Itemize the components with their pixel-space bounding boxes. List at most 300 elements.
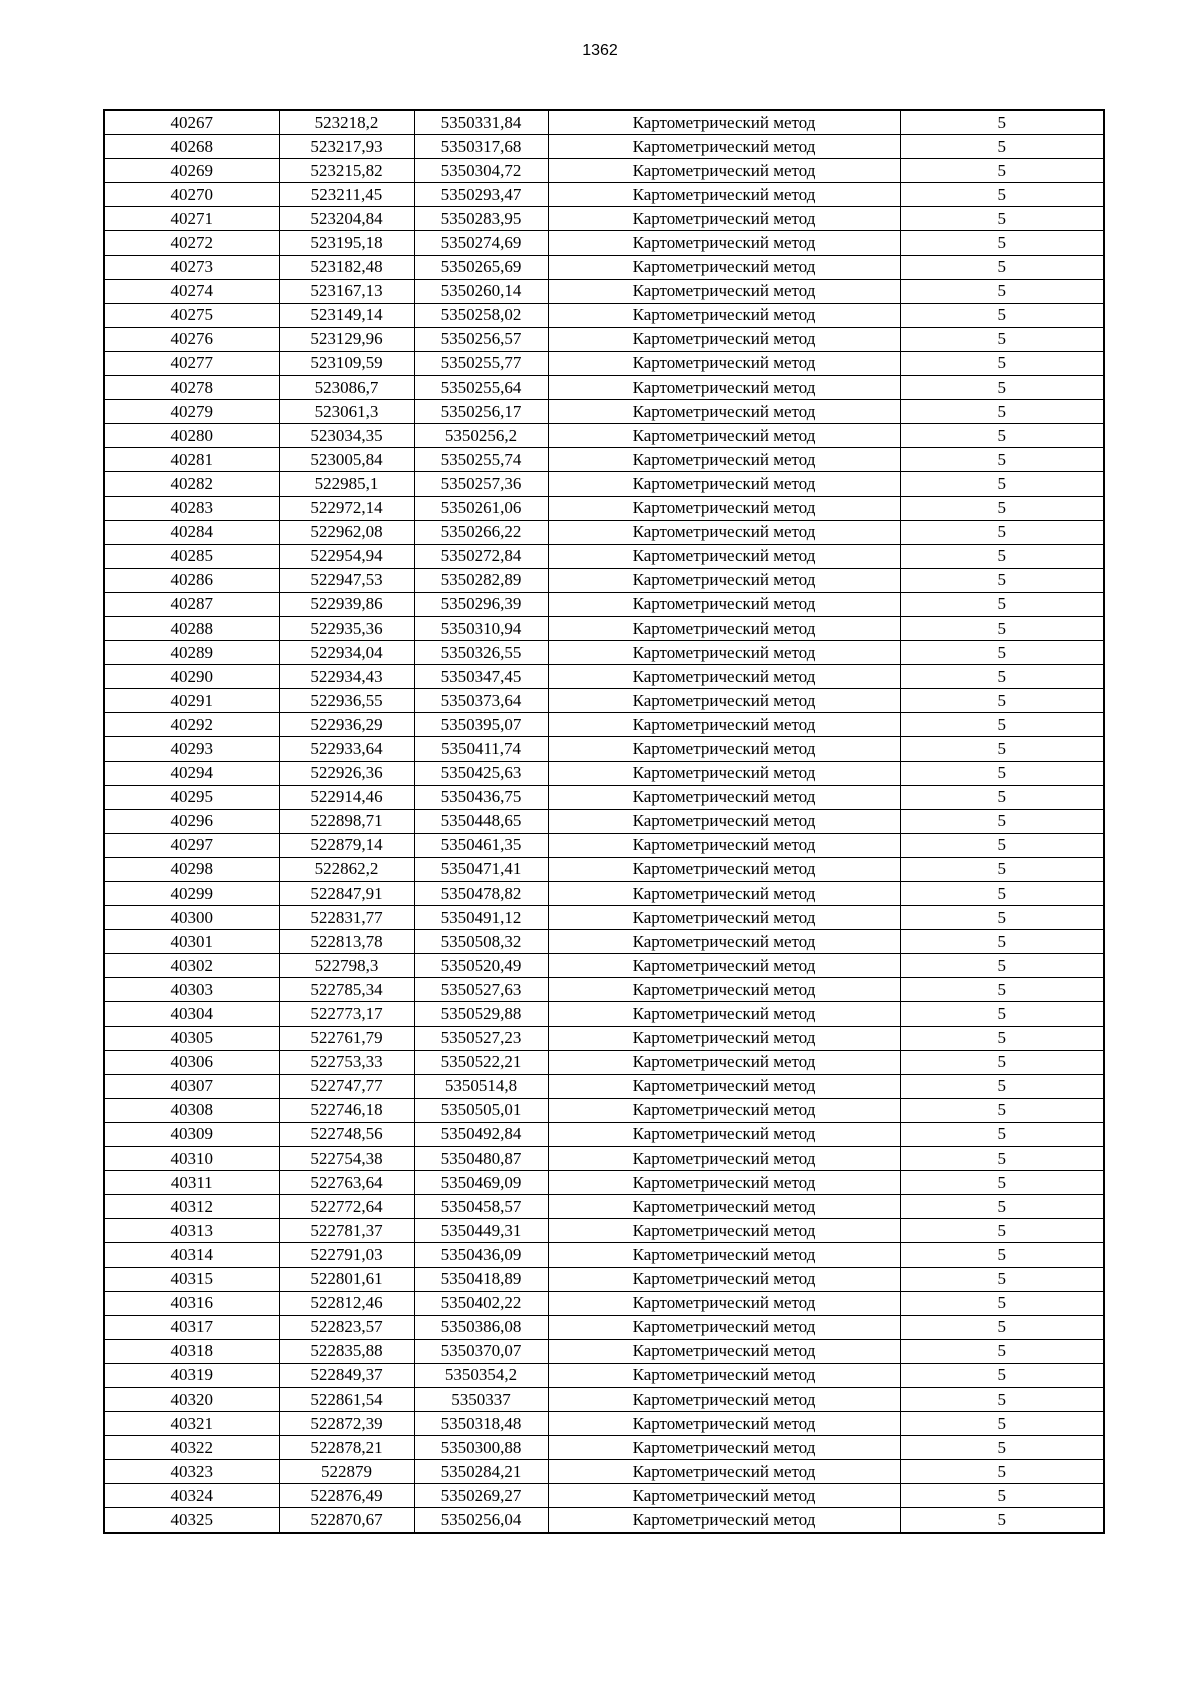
method-cell: Картометрический метод [548, 1387, 900, 1411]
x-coordinate-cell: 522781,37 [279, 1219, 414, 1243]
method-cell: Картометрический метод [548, 1412, 900, 1436]
method-cell: Картометрический метод [548, 1002, 900, 1026]
accuracy-cell: 5 [900, 833, 1104, 857]
method-cell: Картометрический метод [548, 857, 900, 881]
x-coordinate-cell: 522934,04 [279, 641, 414, 665]
accuracy-cell: 5 [900, 279, 1104, 303]
table-row [104, 568, 1104, 592]
table-row [104, 1484, 1104, 1508]
point-number-cell: 40273 [104, 255, 279, 279]
table-row [104, 1171, 1104, 1195]
table-row [104, 857, 1104, 881]
point-number-cell: 40291 [104, 689, 279, 713]
point-number-cell: 40325 [104, 1508, 279, 1533]
method-cell: Картометрический метод [548, 809, 900, 833]
accuracy-cell: 5 [900, 641, 1104, 665]
x-coordinate-cell: 522962,08 [279, 520, 414, 544]
y-coordinate-cell: 5350522,21 [414, 1050, 548, 1074]
method-cell: Картометрический метод [548, 448, 900, 472]
method-cell: Картометрический метод [548, 1267, 900, 1291]
method-cell: Картометрический метод [548, 930, 900, 954]
y-coordinate-cell: 5350283,95 [414, 207, 548, 231]
y-coordinate-cell: 5350347,45 [414, 665, 548, 689]
y-coordinate-cell: 5350318,48 [414, 1412, 548, 1436]
method-cell: Картометрический метод [548, 1098, 900, 1122]
point-number-cell: 40310 [104, 1147, 279, 1171]
point-number-cell: 40287 [104, 592, 279, 616]
accuracy-cell: 5 [900, 1002, 1104, 1026]
accuracy-cell: 5 [900, 857, 1104, 881]
table-row [104, 207, 1104, 231]
point-number-cell: 40305 [104, 1026, 279, 1050]
y-coordinate-cell: 5350471,41 [414, 857, 548, 881]
table-row [104, 400, 1104, 424]
point-number-cell: 40280 [104, 424, 279, 448]
point-number-cell: 40274 [104, 279, 279, 303]
point-number-cell: 40323 [104, 1460, 279, 1484]
method-cell: Картометрический метод [548, 713, 900, 737]
table-row [104, 520, 1104, 544]
accuracy-cell: 5 [900, 713, 1104, 737]
table-row [104, 1387, 1104, 1411]
point-number-cell: 40312 [104, 1195, 279, 1219]
method-cell: Картометрический метод [548, 520, 900, 544]
accuracy-cell: 5 [900, 496, 1104, 520]
accuracy-cell: 5 [900, 110, 1104, 135]
y-coordinate-cell: 5350256,2 [414, 424, 548, 448]
x-coordinate-cell: 522972,14 [279, 496, 414, 520]
y-coordinate-cell: 5350284,21 [414, 1460, 548, 1484]
point-number-cell: 40309 [104, 1122, 279, 1146]
table-row [104, 351, 1104, 375]
method-cell: Картометрический метод [548, 1484, 900, 1508]
y-coordinate-cell: 5350491,12 [414, 906, 548, 930]
point-number-cell: 40278 [104, 376, 279, 400]
point-number-cell: 40272 [104, 231, 279, 255]
accuracy-cell: 5 [900, 1291, 1104, 1315]
accuracy-cell: 5 [900, 1387, 1104, 1411]
point-number-cell: 40300 [104, 906, 279, 930]
accuracy-cell: 5 [900, 1026, 1104, 1050]
y-coordinate-cell: 5350436,75 [414, 785, 548, 809]
point-number-cell: 40267 [104, 110, 279, 135]
y-coordinate-cell: 5350317,68 [414, 135, 548, 159]
method-cell: Картометрический метод [548, 183, 900, 207]
method-cell: Картометрический метод [548, 400, 900, 424]
point-number-cell: 40303 [104, 978, 279, 1002]
table-row [104, 135, 1104, 159]
accuracy-cell: 5 [900, 1436, 1104, 1460]
table-row [104, 1122, 1104, 1146]
point-number-cell: 40293 [104, 737, 279, 761]
table-row [104, 1436, 1104, 1460]
y-coordinate-cell: 5350255,74 [414, 448, 548, 472]
accuracy-cell: 5 [900, 1122, 1104, 1146]
table-row [104, 833, 1104, 857]
x-coordinate-cell: 522870,67 [279, 1508, 414, 1533]
y-coordinate-cell: 5350255,64 [414, 376, 548, 400]
point-number-cell: 40318 [104, 1339, 279, 1363]
method-cell: Картометрический метод [548, 1050, 900, 1074]
x-coordinate-cell: 522791,03 [279, 1243, 414, 1267]
y-coordinate-cell: 5350395,07 [414, 713, 548, 737]
accuracy-cell: 5 [900, 255, 1104, 279]
x-coordinate-cell: 522801,61 [279, 1267, 414, 1291]
y-coordinate-cell: 5350256,04 [414, 1508, 548, 1533]
y-coordinate-cell: 5350337 [414, 1387, 548, 1411]
x-coordinate-cell: 522835,88 [279, 1339, 414, 1363]
table-row [104, 376, 1104, 400]
x-coordinate-cell: 522747,77 [279, 1074, 414, 1098]
x-coordinate-cell: 522878,21 [279, 1436, 414, 1460]
y-coordinate-cell: 5350300,88 [414, 1436, 548, 1460]
table-row [104, 424, 1104, 448]
y-coordinate-cell: 5350255,77 [414, 351, 548, 375]
table-row [104, 303, 1104, 327]
method-cell: Картометрический метод [548, 568, 900, 592]
x-coordinate-cell: 522812,46 [279, 1291, 414, 1315]
method-cell: Картометрический метод [548, 1315, 900, 1339]
method-cell: Картометрический метод [548, 954, 900, 978]
accuracy-cell: 5 [900, 1098, 1104, 1122]
x-coordinate-cell: 523204,84 [279, 207, 414, 231]
accuracy-cell: 5 [900, 592, 1104, 616]
y-coordinate-cell: 5350411,74 [414, 737, 548, 761]
x-coordinate-cell: 523109,59 [279, 351, 414, 375]
x-coordinate-cell: 522847,91 [279, 882, 414, 906]
x-coordinate-cell: 522879 [279, 1460, 414, 1484]
table-row [104, 785, 1104, 809]
table-row [104, 472, 1104, 496]
x-coordinate-cell: 523218,2 [279, 110, 414, 135]
method-cell: Картометрический метод [548, 207, 900, 231]
method-cell: Картометрический метод [548, 1291, 900, 1315]
table-row [104, 1243, 1104, 1267]
accuracy-cell: 5 [900, 568, 1104, 592]
point-number-cell: 40276 [104, 327, 279, 351]
method-cell: Картометрический метод [548, 616, 900, 640]
accuracy-cell: 5 [900, 207, 1104, 231]
y-coordinate-cell: 5350373,64 [414, 689, 548, 713]
x-coordinate-cell: 523086,7 [279, 376, 414, 400]
accuracy-cell: 5 [900, 1050, 1104, 1074]
y-coordinate-cell: 5350261,06 [414, 496, 548, 520]
table-row [104, 1315, 1104, 1339]
table-row [104, 689, 1104, 713]
table-row [104, 1147, 1104, 1171]
table-row [104, 1050, 1104, 1074]
point-number-cell: 40275 [104, 303, 279, 327]
table-row [104, 737, 1104, 761]
accuracy-cell: 5 [900, 1484, 1104, 1508]
y-coordinate-cell: 5350508,32 [414, 930, 548, 954]
point-number-cell: 40306 [104, 1050, 279, 1074]
point-number-cell: 40281 [104, 448, 279, 472]
table-row [104, 616, 1104, 640]
method-cell: Картометрический метод [548, 737, 900, 761]
x-coordinate-cell: 523217,93 [279, 135, 414, 159]
method-cell: Картометрический метод [548, 978, 900, 1002]
point-number-cell: 40296 [104, 809, 279, 833]
accuracy-cell: 5 [900, 424, 1104, 448]
table-row [104, 279, 1104, 303]
point-number-cell: 40294 [104, 761, 279, 785]
y-coordinate-cell: 5350310,94 [414, 616, 548, 640]
y-coordinate-cell: 5350272,84 [414, 544, 548, 568]
x-coordinate-cell: 523167,13 [279, 279, 414, 303]
point-number-cell: 40302 [104, 954, 279, 978]
table-row [104, 159, 1104, 183]
point-number-cell: 40316 [104, 1291, 279, 1315]
method-cell: Картометрический метод [548, 1436, 900, 1460]
x-coordinate-cell: 522798,3 [279, 954, 414, 978]
point-number-cell: 40277 [104, 351, 279, 375]
accuracy-cell: 5 [900, 882, 1104, 906]
accuracy-cell: 5 [900, 544, 1104, 568]
method-cell: Картометрический метод [548, 1363, 900, 1387]
y-coordinate-cell: 5350257,36 [414, 472, 548, 496]
y-coordinate-cell: 5350326,55 [414, 641, 548, 665]
accuracy-cell: 5 [900, 616, 1104, 640]
y-coordinate-cell: 5350282,89 [414, 568, 548, 592]
x-coordinate-cell: 522879,14 [279, 833, 414, 857]
table-row [104, 930, 1104, 954]
method-cell: Картометрический метод [548, 1195, 900, 1219]
point-number-cell: 40304 [104, 1002, 279, 1026]
x-coordinate-cell: 522761,79 [279, 1026, 414, 1050]
point-number-cell: 40319 [104, 1363, 279, 1387]
x-coordinate-cell: 522772,64 [279, 1195, 414, 1219]
table-row [104, 1460, 1104, 1484]
y-coordinate-cell: 5350514,8 [414, 1074, 548, 1098]
y-coordinate-cell: 5350469,09 [414, 1171, 548, 1195]
accuracy-cell: 5 [900, 1195, 1104, 1219]
method-cell: Картометрический метод [548, 376, 900, 400]
point-number-cell: 40313 [104, 1219, 279, 1243]
accuracy-cell: 5 [900, 906, 1104, 930]
y-coordinate-cell: 5350370,07 [414, 1339, 548, 1363]
y-coordinate-cell: 5350480,87 [414, 1147, 548, 1171]
point-number-cell: 40315 [104, 1267, 279, 1291]
point-number-cell: 40269 [104, 159, 279, 183]
method-cell: Картометрический метод [548, 1460, 900, 1484]
x-coordinate-cell: 522898,71 [279, 809, 414, 833]
point-number-cell: 40297 [104, 833, 279, 857]
accuracy-cell: 5 [900, 400, 1104, 424]
table-row [104, 954, 1104, 978]
y-coordinate-cell: 5350529,88 [414, 1002, 548, 1026]
method-cell: Картометрический метод [548, 1147, 900, 1171]
table-row [104, 448, 1104, 472]
y-coordinate-cell: 5350258,02 [414, 303, 548, 327]
y-coordinate-cell: 5350448,65 [414, 809, 548, 833]
table-row [104, 544, 1104, 568]
method-cell: Картометрический метод [548, 1219, 900, 1243]
method-cell: Картометрический метод [548, 882, 900, 906]
accuracy-cell: 5 [900, 159, 1104, 183]
method-cell: Картометрический метод [548, 1171, 900, 1195]
accuracy-cell: 5 [900, 1219, 1104, 1243]
y-coordinate-cell: 5350293,47 [414, 183, 548, 207]
accuracy-cell: 5 [900, 303, 1104, 327]
table-row [104, 713, 1104, 737]
method-cell: Картометрический метод [548, 110, 900, 135]
accuracy-cell: 5 [900, 1508, 1104, 1533]
x-coordinate-cell: 522746,18 [279, 1098, 414, 1122]
table-row [104, 1508, 1104, 1533]
accuracy-cell: 5 [900, 1243, 1104, 1267]
point-number-cell: 40285 [104, 544, 279, 568]
method-cell: Картометрический метод [548, 689, 900, 713]
point-number-cell: 40322 [104, 1436, 279, 1460]
point-number-cell: 40320 [104, 1387, 279, 1411]
table-row [104, 1412, 1104, 1436]
accuracy-cell: 5 [900, 1412, 1104, 1436]
accuracy-cell: 5 [900, 135, 1104, 159]
accuracy-cell: 5 [900, 376, 1104, 400]
method-cell: Картометрический метод [548, 424, 900, 448]
method-cell: Картометрический метод [548, 592, 900, 616]
page-number: 1362 [582, 42, 618, 59]
method-cell: Картометрический метод [548, 472, 900, 496]
table-row [104, 665, 1104, 689]
x-coordinate-cell: 522748,56 [279, 1122, 414, 1146]
y-coordinate-cell: 5350520,49 [414, 954, 548, 978]
y-coordinate-cell: 5350269,27 [414, 1484, 548, 1508]
point-number-cell: 40311 [104, 1171, 279, 1195]
x-coordinate-cell: 523195,18 [279, 231, 414, 255]
point-number-cell: 40307 [104, 1074, 279, 1098]
point-number-cell: 40288 [104, 616, 279, 640]
x-coordinate-cell: 522926,36 [279, 761, 414, 785]
table-row [104, 1074, 1104, 1098]
method-cell: Картометрический метод [548, 1339, 900, 1363]
accuracy-cell: 5 [900, 689, 1104, 713]
table-row [104, 761, 1104, 785]
x-coordinate-cell: 522914,46 [279, 785, 414, 809]
x-coordinate-cell: 522813,78 [279, 930, 414, 954]
method-cell: Картометрический метод [548, 1122, 900, 1146]
y-coordinate-cell: 5350274,69 [414, 231, 548, 255]
accuracy-cell: 5 [900, 809, 1104, 833]
table-row [104, 882, 1104, 906]
point-number-cell: 40271 [104, 207, 279, 231]
accuracy-cell: 5 [900, 1315, 1104, 1339]
y-coordinate-cell: 5350296,39 [414, 592, 548, 616]
y-coordinate-cell: 5350265,69 [414, 255, 548, 279]
point-number-cell: 40283 [104, 496, 279, 520]
point-number-cell: 40290 [104, 665, 279, 689]
x-coordinate-cell: 522939,86 [279, 592, 414, 616]
y-coordinate-cell: 5350331,84 [414, 110, 548, 135]
method-cell: Картометрический метод [548, 641, 900, 665]
accuracy-cell: 5 [900, 978, 1104, 1002]
point-number-cell: 40279 [104, 400, 279, 424]
table-row [104, 592, 1104, 616]
x-coordinate-cell: 522954,94 [279, 544, 414, 568]
x-coordinate-cell: 522947,53 [279, 568, 414, 592]
table-row [104, 978, 1104, 1002]
table-row [104, 1002, 1104, 1026]
x-coordinate-cell: 522935,36 [279, 616, 414, 640]
y-coordinate-cell: 5350402,22 [414, 1291, 548, 1315]
x-coordinate-cell: 522876,49 [279, 1484, 414, 1508]
accuracy-cell: 5 [900, 520, 1104, 544]
table-row [104, 1219, 1104, 1243]
accuracy-cell: 5 [900, 1339, 1104, 1363]
method-cell: Картометрический метод [548, 1074, 900, 1098]
x-coordinate-cell: 522785,34 [279, 978, 414, 1002]
x-coordinate-cell: 522933,64 [279, 737, 414, 761]
point-number-cell: 40299 [104, 882, 279, 906]
table-row [104, 1195, 1104, 1219]
y-coordinate-cell: 5350461,35 [414, 833, 548, 857]
point-number-cell: 40286 [104, 568, 279, 592]
accuracy-cell: 5 [900, 327, 1104, 351]
method-cell: Картометрический метод [548, 1026, 900, 1050]
method-cell: Картометрический метод [548, 761, 900, 785]
method-cell: Картометрический метод [548, 135, 900, 159]
table-row [104, 327, 1104, 351]
y-coordinate-cell: 5350449,31 [414, 1219, 548, 1243]
point-number-cell: 40308 [104, 1098, 279, 1122]
point-number-cell: 40289 [104, 641, 279, 665]
point-number-cell: 40298 [104, 857, 279, 881]
table-row [104, 1098, 1104, 1122]
table-row [104, 496, 1104, 520]
method-cell: Картометрический метод [548, 231, 900, 255]
accuracy-cell: 5 [900, 448, 1104, 472]
y-coordinate-cell: 5350527,23 [414, 1026, 548, 1050]
method-cell: Картометрический метод [548, 303, 900, 327]
y-coordinate-cell: 5350260,14 [414, 279, 548, 303]
accuracy-cell: 5 [900, 1074, 1104, 1098]
method-cell: Картометрический метод [548, 351, 900, 375]
accuracy-cell: 5 [900, 1363, 1104, 1387]
point-number-cell: 40314 [104, 1243, 279, 1267]
point-number-cell: 40301 [104, 930, 279, 954]
accuracy-cell: 5 [900, 1171, 1104, 1195]
x-coordinate-cell: 522985,1 [279, 472, 414, 496]
x-coordinate-cell: 523149,14 [279, 303, 414, 327]
y-coordinate-cell: 5350425,63 [414, 761, 548, 785]
x-coordinate-cell: 523129,96 [279, 327, 414, 351]
table-row [104, 1291, 1104, 1315]
table-row [104, 809, 1104, 833]
point-number-cell: 40282 [104, 472, 279, 496]
table-row [104, 906, 1104, 930]
method-cell: Картометрический метод [548, 159, 900, 183]
method-cell: Картометрический метод [548, 255, 900, 279]
x-coordinate-cell: 522862,2 [279, 857, 414, 881]
method-cell: Картометрический метод [548, 279, 900, 303]
y-coordinate-cell: 5350354,2 [414, 1363, 548, 1387]
x-coordinate-cell: 522773,17 [279, 1002, 414, 1026]
accuracy-cell: 5 [900, 472, 1104, 496]
accuracy-cell: 5 [900, 737, 1104, 761]
table-row [104, 110, 1104, 135]
accuracy-cell: 5 [900, 930, 1104, 954]
point-number-cell: 40292 [104, 713, 279, 737]
point-number-cell: 40317 [104, 1315, 279, 1339]
method-cell: Картометрический метод [548, 906, 900, 930]
x-coordinate-cell: 522936,55 [279, 689, 414, 713]
table-row [104, 1267, 1104, 1291]
x-coordinate-cell: 522754,38 [279, 1147, 414, 1171]
point-number-cell: 40295 [104, 785, 279, 809]
coordinates-table [103, 109, 1105, 1534]
y-coordinate-cell: 5350386,08 [414, 1315, 548, 1339]
